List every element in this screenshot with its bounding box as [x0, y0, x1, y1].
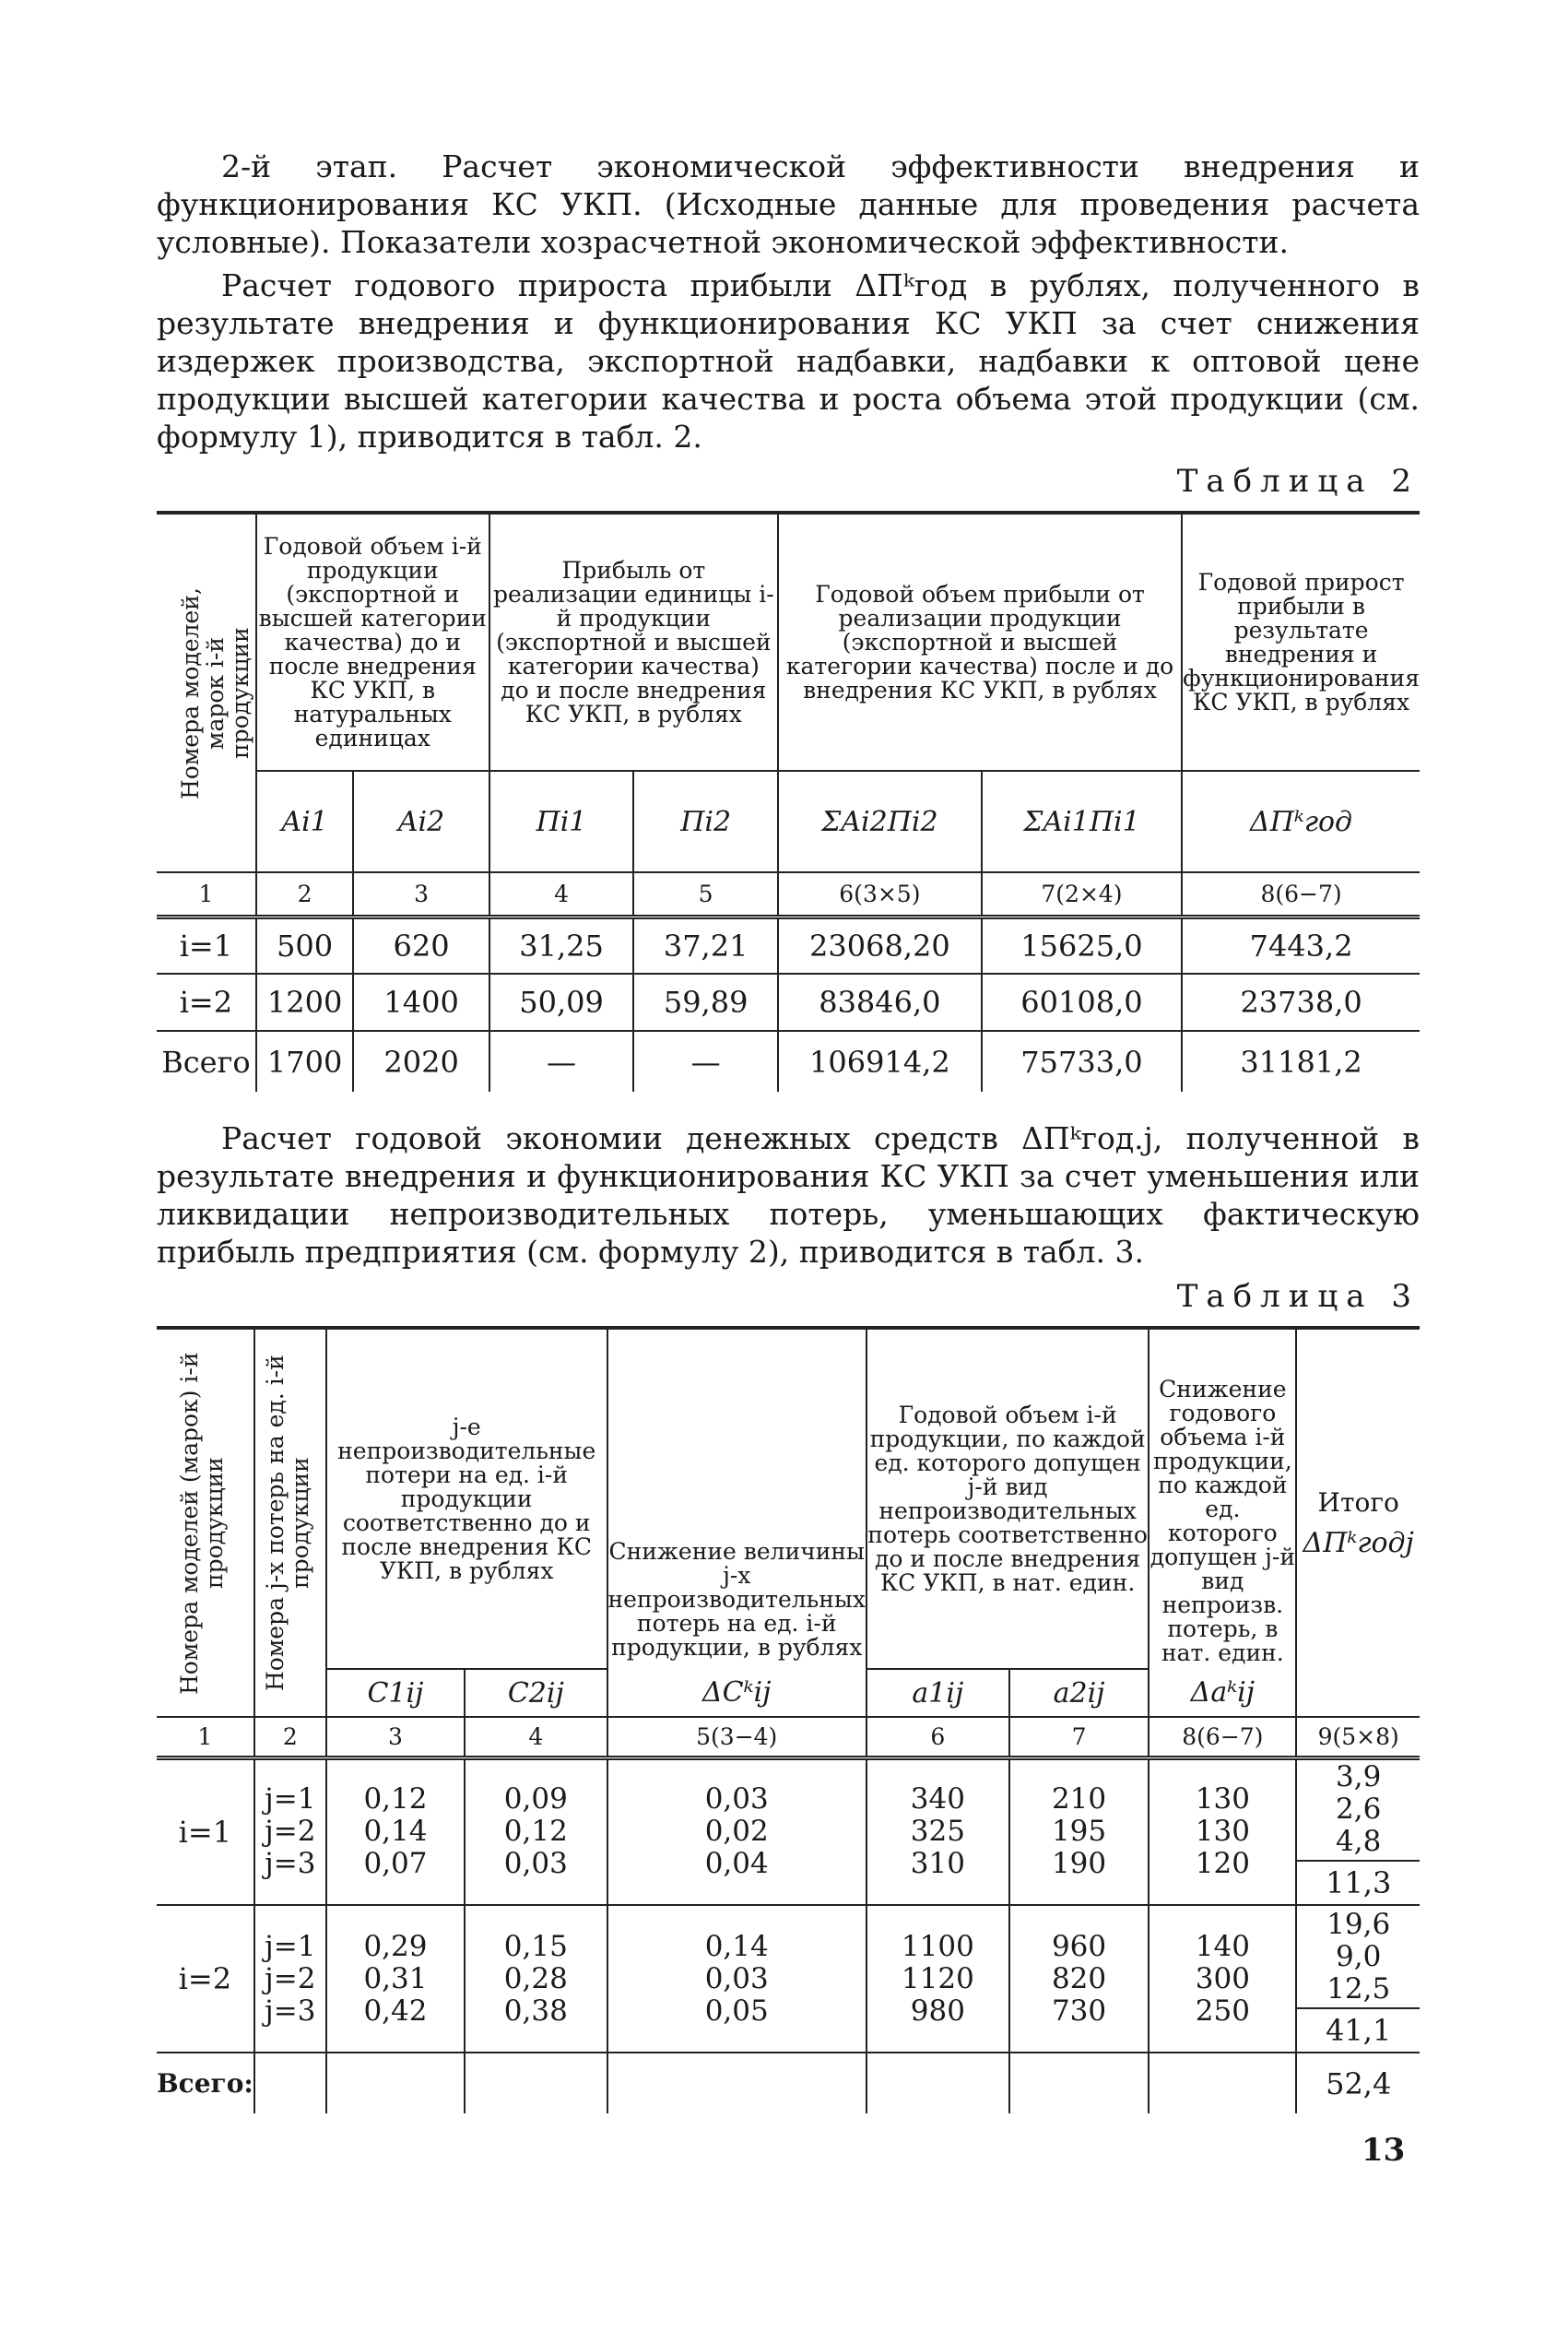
t3-group-j	[254, 1905, 326, 2053]
t2-cell: 7443,2	[1182, 917, 1420, 974]
t2-cell: 31,25	[489, 917, 634, 974]
t3-header-col1	[157, 1328, 254, 1717]
t2-symbol: ΣAi1Пi1	[982, 771, 1182, 872]
t2-col-number: 8(6−7)	[1182, 872, 1420, 917]
t3-col-number: 8(6−7)	[1149, 1717, 1296, 1757]
t3-j-value: j=1	[265, 1929, 316, 1963]
t2-symbol: Пi2	[633, 771, 778, 872]
t3-j-value: j=3	[265, 1847, 316, 1881]
t2-symbol: ΣAi2Пi2	[778, 771, 982, 872]
t2-cell: 1400	[353, 974, 489, 1031]
t2-cell: 59,89	[633, 974, 778, 1031]
t3-value: 310	[910, 1847, 965, 1881]
t3-col-number: 9(5×8)	[1296, 1717, 1420, 1757]
t3-col-number: 6	[867, 1717, 1009, 1757]
t3-value: 0,12	[503, 1815, 568, 1849]
t3-a1	[867, 1905, 1009, 2053]
t2-row-label: Всего	[161, 1044, 251, 1080]
t3-value: 0,42	[363, 1994, 428, 2028]
t3-j-value: j=3	[265, 1994, 316, 2028]
t3-a1	[867, 1757, 1009, 1905]
t3-value: 120	[1195, 1847, 1250, 1881]
t2-cell: 1700	[256, 1031, 354, 1092]
t2-row-label: i=1	[157, 917, 256, 974]
t3-dc	[607, 1905, 867, 2053]
t3-value: 340	[910, 1782, 965, 1816]
t3-c2	[465, 1757, 607, 1905]
t2-symbol: Ai1	[256, 771, 354, 872]
t3-value: 960	[1051, 1929, 1107, 1963]
t2-header-col1-text: Номера моделей, марок i-й продукции	[177, 586, 254, 799]
t2-header-profit-total: Годовой объем прибыли от реализации продукции (экспортной и высшей категории качества) после и до внедрения КС УКП, в рублях	[778, 513, 1182, 771]
mid-paragraph: Расчет годовой экономии денежных средств ΔПᵏгод.j, полученной в результате внедрения и функционирования КС УКП за счет уменьшения или ликвидации непроизводительных потерь, уменьшающих фактическую прибыль предприятия (см. формулу 2), приводится в табл. 3.	[157, 1120, 1420, 1270]
t3-da	[1149, 1757, 1296, 1905]
t3-value: 980	[910, 1994, 965, 2028]
t3-empty	[1149, 2053, 1296, 2113]
t3-value: 0,14	[704, 1929, 769, 1963]
table-2	[157, 511, 1420, 1092]
t3-value: 0,03	[503, 1847, 568, 1881]
t3-symbol: Δaᵏij	[1149, 1669, 1296, 1717]
t3-header-loss-reduction: Снижение величины j-х непроизводительных потерь на ед. i-й продукции, в рублях	[607, 1328, 867, 1669]
t3-da	[1149, 1905, 1296, 2053]
t2-cell: 2020	[353, 1031, 489, 1092]
t3-value: 0,28	[503, 1961, 568, 1995]
t3-empty	[607, 2053, 867, 2113]
t3-value: 300	[1195, 1961, 1250, 1995]
t2-col-number: 4	[489, 872, 634, 917]
t3-header-col2-text: Номера j-х потерь на ед. i-й продукции	[261, 1355, 313, 1691]
t3-value: 0,38	[503, 1994, 568, 2028]
t2-cell: 83846,0	[778, 974, 982, 1031]
t2-symbol: Пi1	[489, 771, 634, 872]
t3-value: 9,0	[1336, 1939, 1382, 1973]
t3-value: 0,05	[704, 1994, 769, 2028]
t3-col-number: 5(3−4)	[607, 1717, 867, 1757]
t2-cell: 23068,20	[778, 917, 982, 974]
t2-symbol: ΔПᵏгод	[1182, 771, 1420, 872]
t3-value: 190	[1051, 1847, 1107, 1881]
t2-header-col1	[157, 513, 256, 872]
t3-value: 130	[1195, 1782, 1250, 1816]
t3-value: 0,02	[704, 1815, 769, 1849]
t3-value: 0,29	[363, 1929, 428, 1963]
t3-value: 4,8	[1336, 1825, 1382, 1859]
t3-a2	[1009, 1757, 1149, 1905]
table3-caption: Таблица 3	[1176, 1278, 1420, 1315]
t2-cell: 500	[256, 917, 354, 974]
t3-j-value: j=2	[265, 1961, 316, 1995]
t3-j-value: j=2	[265, 1815, 316, 1849]
t2-cell: 620	[353, 917, 489, 974]
t3-value: 0,12	[363, 1782, 428, 1816]
t3-value: 12,5	[1326, 1971, 1391, 2006]
t3-value: 0,15	[503, 1929, 568, 1963]
t3-total: 52,4	[1296, 2053, 1420, 2113]
t2-cell: 75733,0	[982, 1031, 1182, 1092]
t2-col-number: 7(2×4)	[982, 872, 1182, 917]
table-3	[157, 1326, 1420, 2113]
t3-symbol: C2ij	[465, 1669, 607, 1717]
t3-group-label: i=2	[157, 1905, 254, 2053]
t3-symbol: ΔCᵏij	[607, 1669, 867, 1717]
t3-j-value: j=1	[265, 1782, 316, 1816]
t3-value: 325	[910, 1815, 965, 1849]
t3-value: 0,09	[503, 1782, 568, 1816]
t3-c1	[326, 1757, 465, 1905]
t3-value: 140	[1195, 1929, 1250, 1963]
t3-empty	[1009, 2053, 1149, 2113]
t3-symbol-total: ΔПᵏгодj	[1303, 1526, 1414, 1559]
t2-cell: 23738,0	[1182, 974, 1420, 1031]
t2-cell: 1200	[256, 974, 354, 1031]
t3-subtotal: 11,3	[1296, 1861, 1420, 1905]
t2-cell: 31181,2	[1182, 1031, 1420, 1092]
t3-header-total	[1296, 1328, 1420, 1717]
t3-empty	[254, 2053, 326, 2113]
t3-dc	[607, 1757, 867, 1905]
t3-header-total-label: Итого	[1317, 1486, 1399, 1518]
page-number: 13	[1362, 2132, 1406, 2169]
t3-tot	[1296, 1905, 1420, 2008]
t3-symbol: a1ij	[867, 1669, 1009, 1717]
t3-value: 0,04	[704, 1847, 769, 1881]
t3-group-label: i=1	[157, 1757, 254, 1905]
t3-subtotal: 41,1	[1296, 2008, 1420, 2053]
t3-value: 195	[1051, 1815, 1107, 1849]
t3-value: 210	[1051, 1782, 1107, 1816]
t3-header-col2	[254, 1328, 326, 1717]
t3-value: 0,03	[704, 1782, 769, 1816]
t3-value: 0,14	[363, 1815, 428, 1849]
t3-empty	[326, 2053, 465, 2113]
t3-col-number: 7	[1009, 1717, 1149, 1757]
page-content	[157, 148, 1420, 2113]
t3-value: 130	[1195, 1815, 1250, 1849]
t2-cell: —	[633, 1031, 778, 1092]
t2-cell: 60108,0	[982, 974, 1182, 1031]
t3-group-j	[254, 1757, 326, 1905]
t3-header-volume-reduction: Снижение годового объема i-й продукции, по каждой ед. которого допущен j-й вид непроизв. потерь, в нат. един.	[1149, 1328, 1296, 1669]
table2-caption: Таблица 2	[1176, 463, 1420, 500]
t3-value: 0,07	[363, 1847, 428, 1881]
t2-symbol: Ai2	[353, 771, 489, 872]
t3-value: 820	[1051, 1961, 1107, 1995]
t2-col-number: 2	[256, 872, 354, 917]
t2-header-profit-unit: Прибыль от реализации единицы i-й продукции (экспортной и высшей категории качества) до и после внедрения КС УКП, в рублях	[489, 513, 778, 771]
t3-value: 0,31	[363, 1961, 428, 1995]
t3-c1	[326, 1905, 465, 2053]
t3-col-number: 1	[157, 1717, 254, 1757]
t3-header-losses: j-е непроизводительные потери на ед. i-й продукции соответственно до и после внедрения КС УКП, в рублях	[326, 1328, 607, 1669]
t2-col-number: 5	[633, 872, 778, 917]
t3-symbol: a2ij	[1009, 1669, 1149, 1717]
t3-col-number: 3	[326, 1717, 465, 1757]
t3-a2	[1009, 1905, 1149, 2053]
t3-col-number: 4	[465, 1717, 607, 1757]
t2-cell: 106914,2	[778, 1031, 982, 1092]
t3-value: 3,9	[1336, 1760, 1382, 1794]
t3-value: 2,6	[1336, 1793, 1382, 1827]
t2-row-label: i=2	[157, 974, 256, 1031]
t3-value: 19,6	[1326, 1907, 1391, 1941]
t3-empty	[867, 2053, 1009, 2113]
t2-col-number: 6(3×5)	[778, 872, 982, 917]
t2-col-number: 1	[157, 872, 256, 917]
t3-c2	[465, 1905, 607, 2053]
t2-cell: 15625,0	[982, 917, 1182, 974]
t2-header-volume: Годовой объем i-й продукции (экспортной и высшей категории качества) до и после внедрения КС УКП, в натуральных единицах	[256, 513, 489, 771]
t3-value: 730	[1051, 1994, 1107, 2028]
t2-header-growth: Годовой прирост прибыли в результате внедрения и функционирования КС УКП, в рублях	[1182, 513, 1420, 771]
intro-paragraph-1: 2-й этап. Расчет экономической эффективности внедрения и функционирования КС УКП. (Исходные данные для проведения расчета условные). Показатели хозрасчетной экономической эффективности.	[157, 148, 1420, 260]
t2-cell: 50,09	[489, 974, 634, 1031]
t2-col-number: 3	[353, 872, 489, 917]
t3-col-number: 2	[254, 1717, 326, 1757]
intro-paragraph-2: Расчет годового прироста прибыли ΔПᵏгод в рублях, полученного в результате внедрения и функционирования КС УКП за счет снижения издержек производства, экспортной надбавки, надбавки к оптовой цене продукции высшей категории качества и роста объема этой продукции (см. формулу 1), приводится в табл. 2.	[157, 267, 1420, 455]
t3-symbol: C1ij	[326, 1669, 465, 1717]
t2-cell: —	[489, 1031, 634, 1092]
t3-empty	[465, 2053, 607, 2113]
t3-header-col1-text: Номера моделей (марок) i-й продукции	[176, 1351, 229, 1695]
t3-value: 250	[1195, 1994, 1250, 2028]
t3-value: 1120	[901, 1961, 974, 1995]
t3-tot	[1296, 1757, 1420, 1861]
t3-value: 1100	[901, 1929, 974, 1963]
t3-header-annual-volume: Годовой объем i-й продукции, по каждой ед. которого допущен j-й вид непроизводительных потерь соответственно до и после внедрения КС УКП, в нат. един.	[867, 1328, 1149, 1669]
t3-value: 0,03	[704, 1961, 769, 1995]
t3-total-label: Всего:	[157, 2068, 253, 2099]
t2-cell: 37,21	[633, 917, 778, 974]
